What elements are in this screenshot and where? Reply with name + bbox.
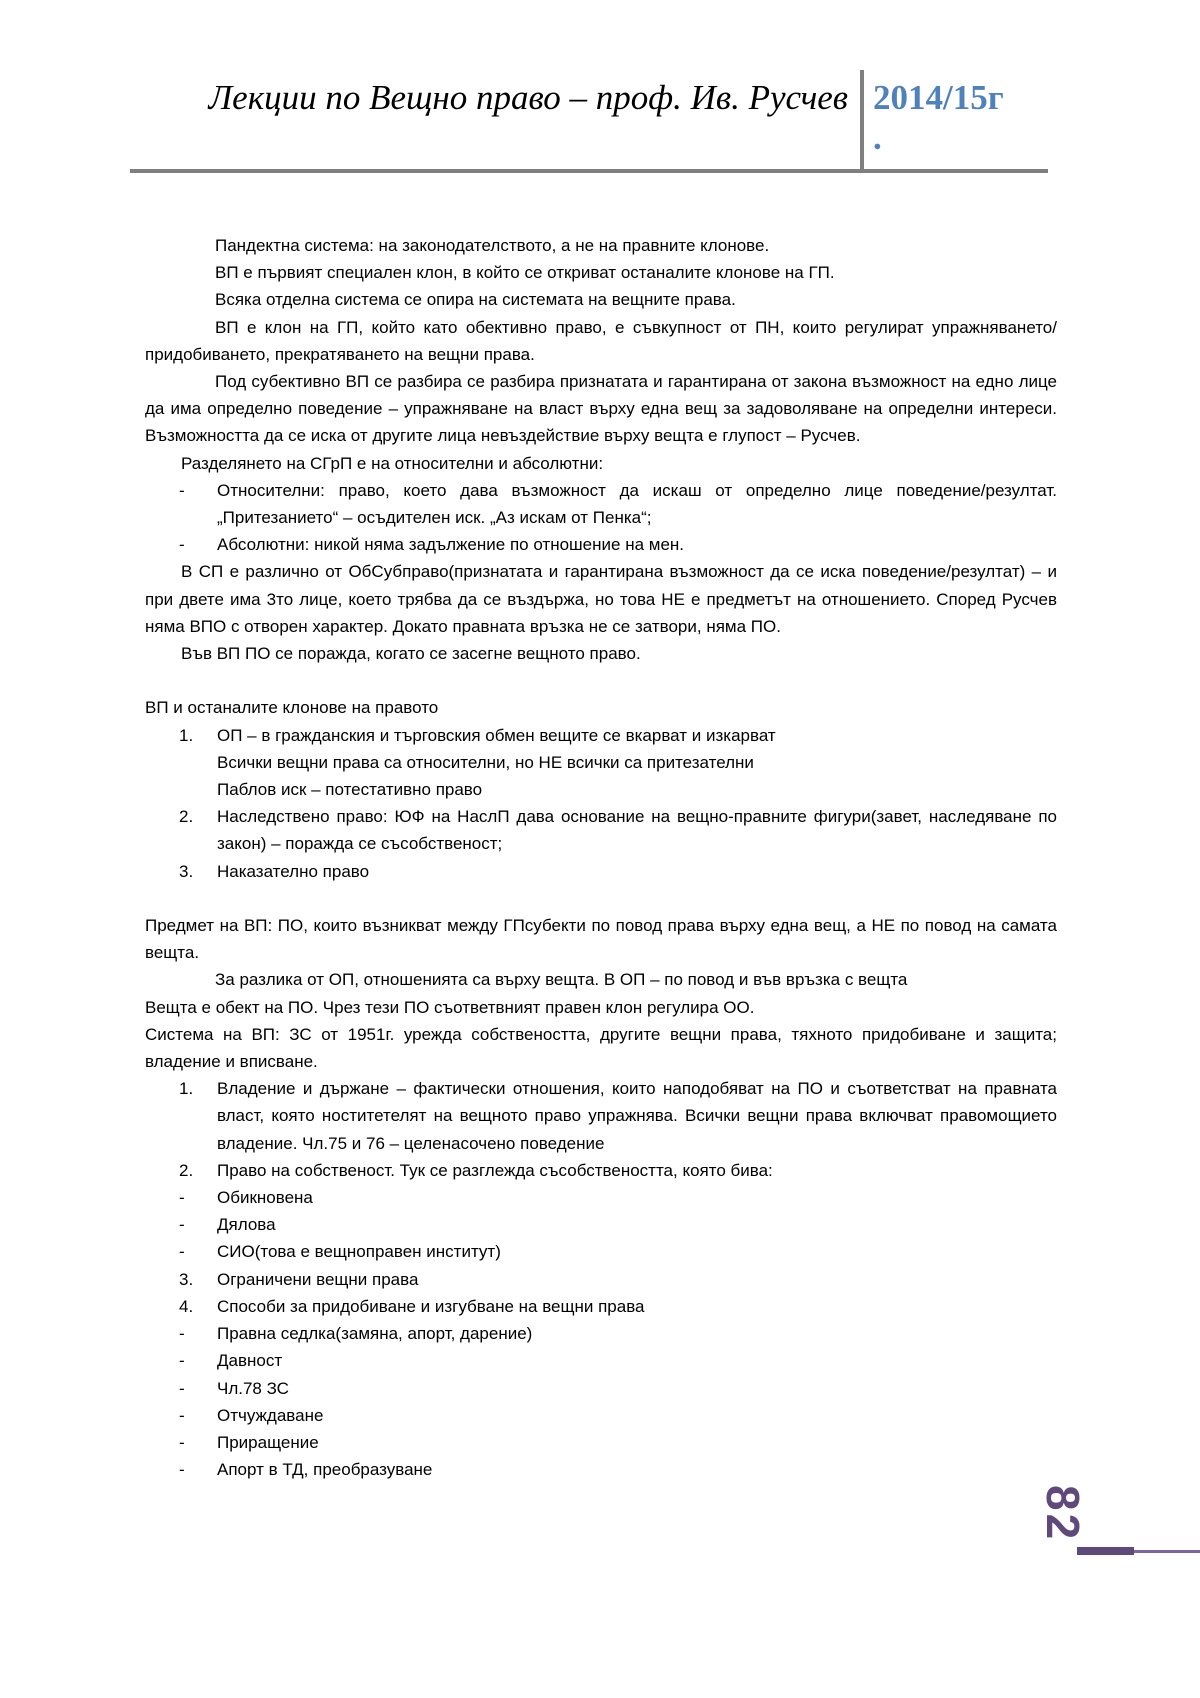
spacer	[145, 885, 1057, 912]
list-item	[145, 531, 1057, 558]
list-marker: 3.	[179, 1269, 194, 1289]
list-item	[145, 1347, 1057, 1374]
list-item-text: Давност	[217, 1351, 283, 1371]
paragraph: За разлика от ОП, отношенията са върху вещта. В ОП – по повод и във връзка с вещта	[215, 970, 908, 990]
list-item-text: Право на собственост. Тук се разглежда съсобствеността, която бива:	[217, 1160, 773, 1180]
page-number-accent	[1077, 1547, 1134, 1555]
list-item	[145, 1238, 1057, 1265]
list-item	[145, 803, 1057, 857]
list-continuation: Паблов иск – потестативно право	[217, 780, 483, 800]
paragraph: Вещта е обект на ПО. Чрез тези ПО съответвният правен клон регулира ОО.	[145, 997, 755, 1017]
list-item-text: Наказателно право	[217, 861, 370, 881]
header-vertical-divider	[860, 70, 864, 170]
list-item	[145, 858, 1057, 885]
list-item	[145, 1402, 1057, 1429]
list-marker: -	[179, 1242, 185, 1262]
paragraph: Във ВП ПО се поражда, когато се засегне вещното право.	[181, 644, 641, 664]
list-item-text: Ограничени вещни права	[217, 1269, 419, 1289]
list-item-text: Апорт в ТД, преобразуване	[217, 1460, 433, 1480]
list-marker: -	[179, 1215, 185, 1235]
document-body	[145, 232, 1057, 1483]
list-item	[145, 1075, 1057, 1157]
list-item	[145, 1429, 1057, 1456]
page-number: 82	[1037, 1485, 1089, 1543]
list-marker: -	[179, 480, 185, 500]
list-item	[145, 1293, 1057, 1320]
paragraph: Всяка отделна система се опира на системата на вещните права.	[215, 290, 736, 310]
list-item	[145, 1456, 1057, 1483]
header-year-dot: .	[873, 118, 882, 157]
section-heading: ВП и останалите клонове на правото	[145, 698, 439, 718]
list-marker: -	[179, 1432, 185, 1452]
list-marker: -	[179, 1378, 185, 1398]
list-item	[145, 1375, 1057, 1402]
spacer	[145, 667, 1057, 694]
list-item	[145, 1211, 1057, 1238]
header-rule	[130, 169, 1048, 173]
list-item-text: Приращение	[217, 1432, 319, 1452]
list-item-text: СИО(това е вещноправен институт)	[217, 1242, 501, 1262]
paragraph: Под субективно ВП се разбира се разбира признатата и гарантирана от закона възможност на едно лице да има определно поведение – упражняване на власт върху една вещ за задоволяване на определни интереси. Възможността да се иска от другите лица невъздействие върху вещта е глупост – Русчев.	[145, 372, 1057, 446]
list-item	[145, 722, 1057, 749]
list-item-text: Дялова	[217, 1215, 276, 1235]
list-item-text: Абсолютни: никой няма задължение по отношение на мен.	[217, 535, 685, 555]
paragraph: Предмет на ВП: ПО, които възникват между ГПсубекти по повод права върху една вещ, а НЕ по повод на самата вещта.	[145, 916, 1057, 963]
paragraph: Пандектна система: на законодателството, а не на правните клонове.	[215, 236, 770, 255]
list-item-text: Относителни: право, което дава възможност да искаш от определно лице поведение/резултат. „Притезанието“ – осъдителен иск. „Аз искам от Пенка“;	[217, 480, 1057, 528]
list-marker: -	[179, 1405, 185, 1425]
paragraph: Разделянето на СГрП е на относителни и абсолютни:	[181, 453, 604, 473]
list-item-text: Отчуждаване	[217, 1405, 324, 1425]
list-marker: -	[179, 535, 185, 555]
list-marker: -	[179, 1351, 185, 1371]
list-item	[145, 1157, 1057, 1184]
header-title: Лекции по Вещно право – проф. Ив. Русчев	[208, 78, 848, 117]
list-item-text: Владение и държане – фактически отношения, които наподобяват на ПО и съответстват на правната власт, която ноститетелят на вещното право упражнява. Всички вещни права включват правомощието владение. Чл.75 и 76 – целенасочено поведение	[217, 1079, 1057, 1153]
list-item-text: Способи за придобиване и изгубване на вещни права	[217, 1296, 645, 1316]
list-item	[145, 477, 1057, 531]
paragraph: ВП е клон на ГП, който като обективно право, е съвкупност от ПН, които регулират упражняването/придобиването, прекратяването на вещни права.	[145, 317, 1057, 364]
header-year-text: 2014/15г	[873, 78, 1004, 117]
list-marker: 2.	[179, 1160, 194, 1180]
list-item-text: ОП – в гражданския и търговския обмен вещите се вкарват и изкарват	[217, 725, 776, 745]
list-marker: 3.	[179, 861, 194, 881]
list-item-text: Обикновена	[217, 1188, 313, 1208]
list-marker: -	[179, 1460, 185, 1480]
list-item	[145, 1266, 1057, 1293]
list-item	[145, 1184, 1057, 1211]
paragraph: В СП е различно от ОбСубправо(признатата и гарантирана възможност да се иска поведение/резултат) – и при двете има 3то лице, което трябва да се въздържа, но това НЕ е предметът на отношението. Според Русчев няма ВПО с отворен характер. Докато правната връзка не се затвори, няма ПО.	[145, 562, 1057, 636]
list-marker: 4.	[179, 1296, 194, 1316]
list-marker: 1.	[179, 725, 194, 745]
list-continuation: Всички вещни права са относителни, но НЕ всички са притезателни	[217, 752, 754, 772]
list-item-text: Правна седлка(замяна, апорт, дарение)	[217, 1324, 533, 1344]
paragraph: ВП е първият специален клон, в който се откриват останалите клонове на ГП.	[215, 263, 835, 283]
list-marker: 2.	[179, 807, 194, 827]
list-marker: -	[179, 1188, 185, 1208]
list-marker: -	[179, 1324, 185, 1344]
header-year	[873, 78, 1004, 158]
list-item	[145, 1320, 1057, 1347]
list-item-text: Чл.78 ЗС	[217, 1378, 289, 1398]
list-marker: 1.	[179, 1079, 194, 1099]
list-item-text: Наследствено право: ЮФ на НаслП дава основание на вещно-правните фигури(завет, наследяване по закон) – поражда се съсобственост;	[217, 807, 1057, 854]
paragraph: Система на ВП: ЗС от 1951г. урежда собствеността, другите вещни права, тяхното придобиване и защита; владение и вписване.	[145, 1024, 1057, 1072]
